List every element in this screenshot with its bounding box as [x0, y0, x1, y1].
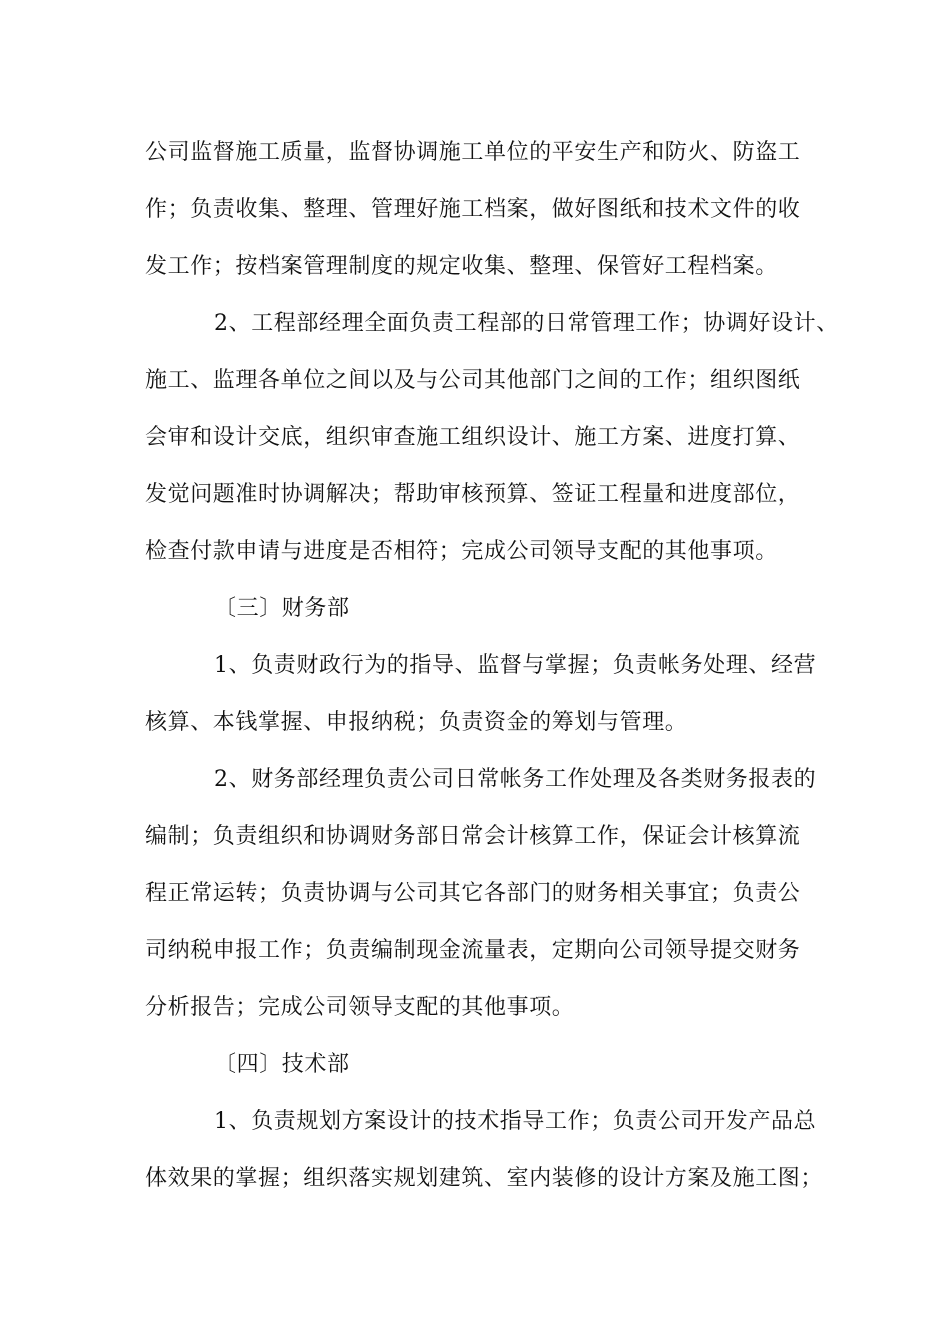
text-line: 司纳税申报工作；负责编制现金流量表，定期向公司领导提交财务: [145, 938, 801, 963]
paragraph-start-line: 1、负责规划方案设计的技术指导工作；负责公司开发产品总: [214, 1109, 817, 1134]
text-line: 程正常运转；负责协调与公司其它各部门的财务相关事宜；负责公: [145, 881, 801, 906]
text-line: 会审和设计交底，组织审查施工组织设计、施工方案、进度打算、: [145, 425, 801, 450]
paragraph-start-line: 1、负责财政行为的指导、监督与掌握；负责帐务处理、经营: [214, 653, 817, 678]
text-line: 公司监督施工质量，监督协调施工单位的平安生产和防火、防盗工: [145, 140, 801, 165]
section-heading: 〔三〕财务部: [214, 596, 350, 621]
text-line: 发觉问题准时协调解决；帮助审核预算、签证工程量和进度部位，: [145, 482, 801, 507]
text-line: 作；负责收集、整理、管理好施工档案，做好图纸和技术文件的收: [145, 197, 801, 222]
text-line: 检查付款申请与进度是否相符；完成公司领导支配的其他事项。: [145, 539, 778, 564]
section-heading: 〔四〕技术部: [214, 1052, 350, 1077]
text-line: 施工、监理各单位之间以及与公司其他部门之间的工作；组织图纸: [145, 368, 801, 393]
text-line: 分析报告；完成公司领导支配的其他事项。: [145, 995, 575, 1020]
paragraph-start-line: 2、工程部经理全面负责工程部的日常管理工作；协调好设计、: [214, 311, 839, 336]
text-line: 发工作；按档案管理制度的规定收集、整理、保管好工程档案。: [145, 254, 778, 279]
text-line: 核算、本钱掌握、申报纳税；负责资金的筹划与管理。: [145, 710, 688, 735]
paragraph-start-line: 2、财务部经理负责公司日常帐务工作处理及各类财务报表的: [214, 767, 817, 792]
text-line: 体效果的掌握；组织落实规划建筑、室内装修的设计方案及施工图；: [145, 1166, 824, 1191]
text-line: 编制；负责组织和协调财务部日常会计核算工作，保证会计核算流: [145, 824, 801, 849]
